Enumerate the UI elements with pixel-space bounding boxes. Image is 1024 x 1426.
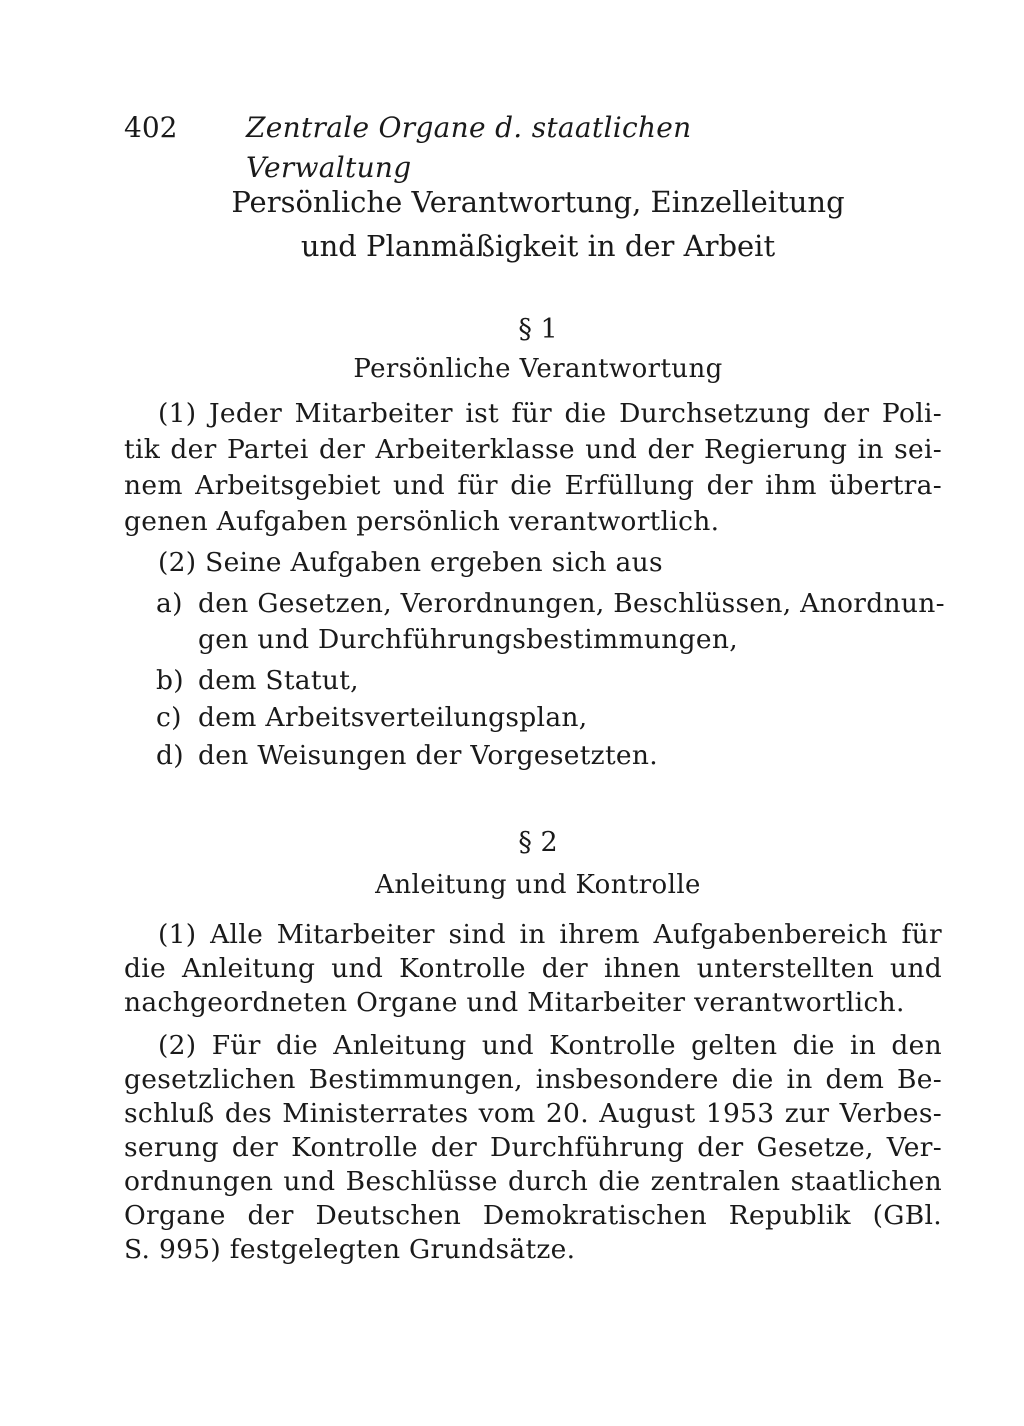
list-marker: b) (156, 665, 184, 696)
paragraph-line: serung der Kontrolle der Durchführung der Gesetze, Ver- (124, 1132, 942, 1163)
list-item-a (156, 586, 946, 622)
paragraph-line: nem Arbeitsgebiet und für die Erfüllung der ihm übertra- (124, 470, 942, 501)
paragraph-line: (1) Alle Mitarbeiter sind in ihrem Aufgabenbereich für (158, 919, 942, 950)
paragraph-line: nachgeordneten Organe und Mitarbeiter verantwortlich. (124, 987, 905, 1018)
list-marker: a) (156, 588, 183, 619)
paragraph-line: (1) Jeder Mitarbeiter ist für die Durchsetzung der Poli- (158, 398, 942, 429)
paragraph-line: S. 995) festgelegten Grundsätze. (124, 1234, 576, 1265)
page-number: 402 (124, 111, 178, 144)
paragraph-line: gesetzlichen Bestimmungen, insbesondere die in dem Be- (124, 1064, 942, 1095)
document-title-line-2: und Planmäßigkeit in der Arbeit (300, 229, 776, 263)
document-title-line-1: Persönliche Verantwortung, Einzelleitung (231, 185, 845, 219)
list-item-d (156, 738, 946, 774)
paragraph-line: ordnungen und Beschlüsse durch die zentralen staatlichen (124, 1166, 942, 1197)
paragraph-line: schluß des Ministerrates vom 20. August 1953 zur Verbes- (124, 1098, 942, 1129)
paragraph-line: (2) Seine Aufgaben ergeben sich aus (158, 547, 663, 578)
list-item-text: dem Arbeitsverteilungsplan, (198, 702, 588, 733)
paragraph-line: Organe der Deutschen Demokratischen Republik (GBl. (124, 1200, 942, 1231)
list-marker: d) (156, 740, 184, 771)
section-2-sign: § 2 (518, 827, 558, 858)
paragraph-line: tik der Partei der Arbeiterklasse und der Regierung in sei- (124, 434, 942, 465)
list-item-b (156, 663, 946, 699)
paragraph-line: genen Aufgaben persönlich verantwortlich. (124, 506, 720, 537)
list-item-text: dem Statut, (198, 665, 359, 696)
list-item-text: den Weisungen der Vorgesetzten. (198, 740, 658, 771)
list-item-text: den Gesetzen, Verordnungen, Beschlüssen, Anordnun- (198, 588, 945, 619)
running-head-title: Zentrale Organe d. staatlichen Verwaltung (246, 111, 692, 184)
list-item-c (156, 700, 946, 736)
section-2-heading: Anleitung und Kontrolle (375, 870, 701, 900)
paragraph-line: die Anleitung und Kontrolle der ihnen unterstellten und (124, 953, 942, 984)
section-1-sign: § 1 (518, 314, 558, 345)
list-marker: c) (156, 702, 182, 733)
list-item-continuation: gen und Durchführungsbestimmungen, (198, 624, 738, 655)
running-head (124, 108, 864, 184)
section-1-heading: Persönliche Verantwortung (353, 354, 723, 384)
paragraph-line: (2) Für die Anleitung und Kontrolle gelten die in den (158, 1030, 942, 1061)
